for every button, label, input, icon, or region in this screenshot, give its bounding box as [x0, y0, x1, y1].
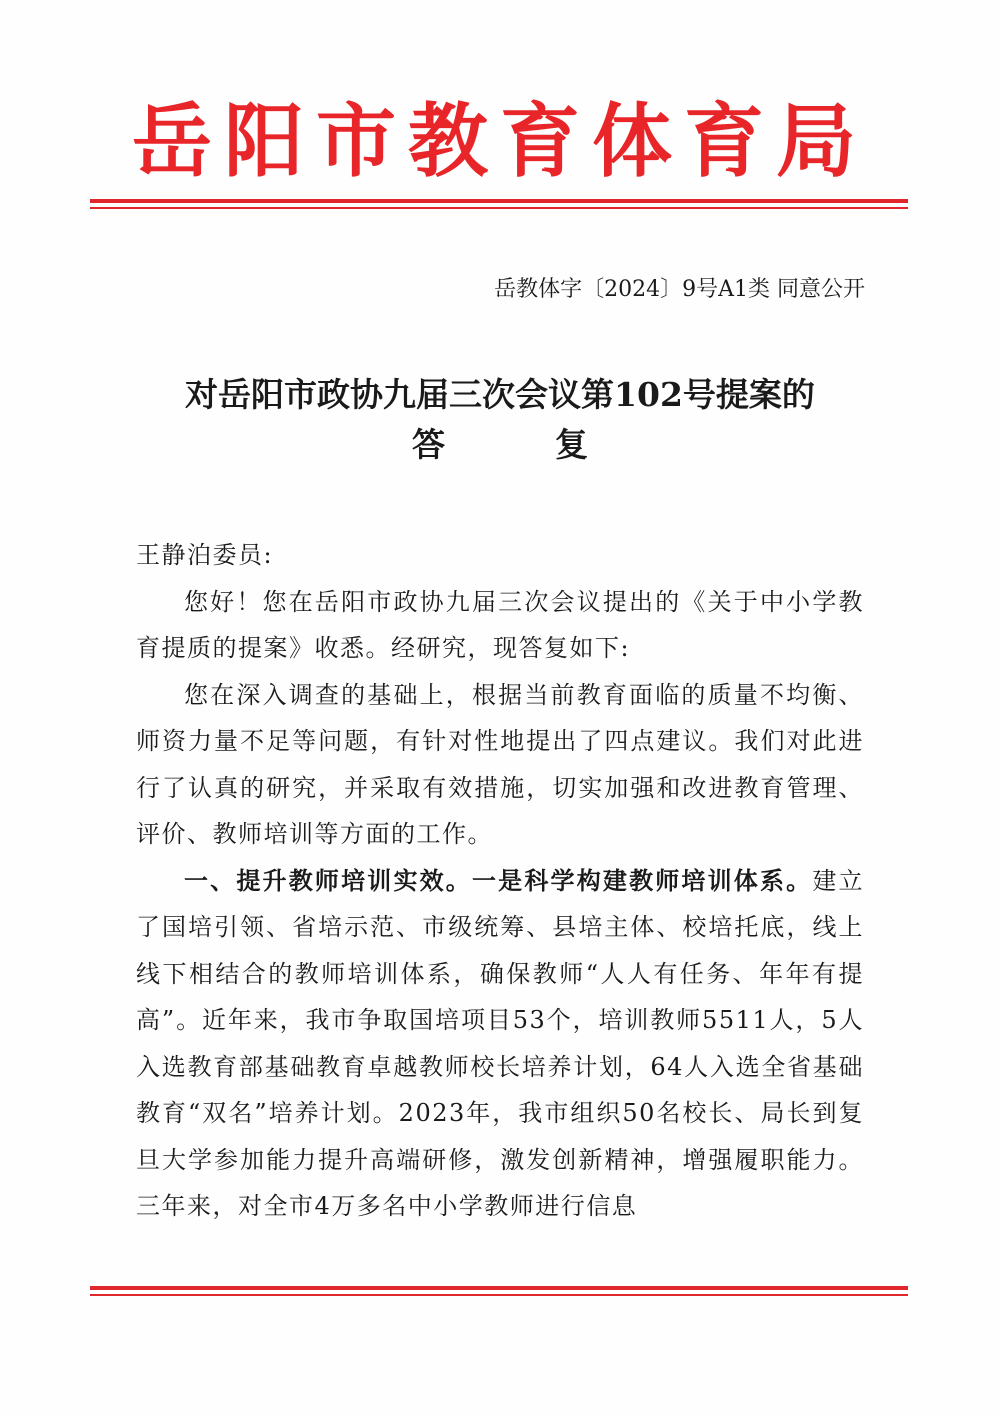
title-char-da: 答 — [412, 425, 445, 464]
document-title-line1: 对岳阳市政协九届三次会议第102号提案的 — [185, 375, 815, 414]
section-text: 建立了国培引领、省培示范、市级统筹、县培主体、校培托底，线上线下相结合的教师培训体系，确保教师“人人有任务、年年有提高”。近年来，我市争取国培项目53个，培训教师5511人，5人入选教育部基础教育卓越教师校长培养计划，64人入选全省基础教育“双名”培养计划。2023年，我市组织50名校长、局长到复旦大学参加能力提升高端研修，激发创新精神，增强履职能力。三年来，对全市4万多名中小学教师进行信息 — [136, 866, 865, 1220]
bottom-red-rule-thick — [90, 1286, 908, 1290]
document-title-line2 — [0, 420, 1000, 470]
top-red-rule-thin — [90, 207, 908, 209]
bottom-red-rule-thin — [90, 1294, 908, 1296]
salutation: 王静泊委员: — [136, 541, 274, 569]
paragraph-greeting: 您好！您在岳阳市政协九届三次会议提出的《关于中小学教育提质的提案》收悉。经研究，现答复如下: — [136, 587, 864, 662]
paragraph-summary: 您在深入调查的基础上，根据当前教育面临的质量不均衡、师资力量不足等问题，有针对性地提出了四点建议。我们对此进行了认真的研究，并采取有效措施，切实加强和改进教育管理、评价、教师培训等方面的工作。 — [136, 680, 864, 848]
top-red-rule-thick — [90, 199, 908, 203]
document-body — [136, 532, 864, 1230]
document-number: 岳教体字〔2024〕9号A1类 同意公开 — [494, 277, 865, 302]
section-heading: 一、提升教师培训实效。 — [184, 866, 472, 895]
paragraph-section-one — [136, 858, 864, 1230]
title-char-fu: 复 — [555, 425, 588, 464]
letterhead-title: 岳阳市教育体育局 — [132, 95, 868, 188]
section-subheading: 一是科学构建教师培训体系。 — [471, 866, 813, 895]
